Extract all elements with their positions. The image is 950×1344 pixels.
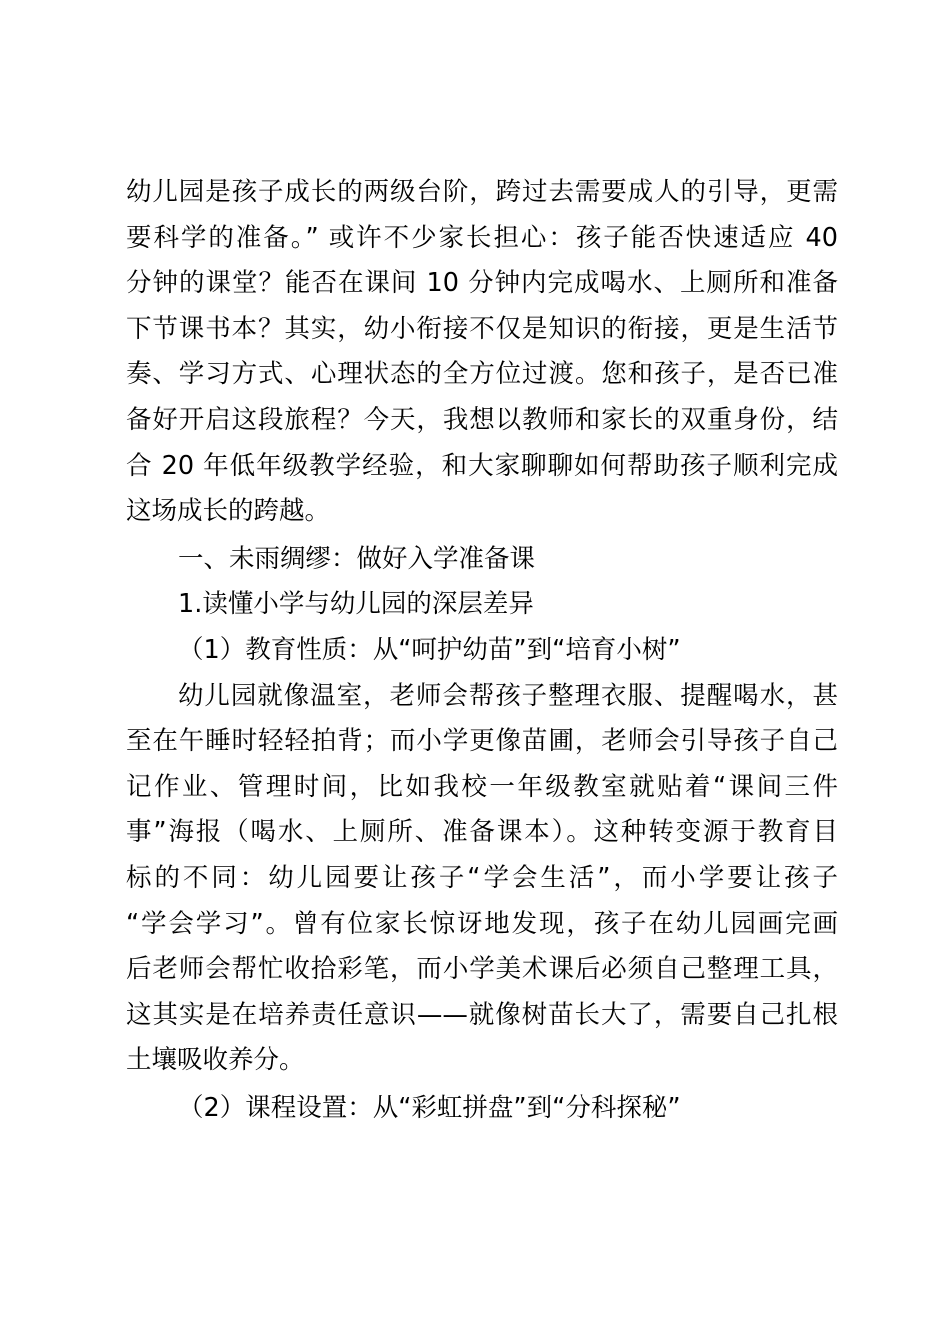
subsection-heading [126,582,838,628]
text-line: 后老师会帮忙收拾彩笔，而小学美术课后必须自己整理工具， [126,954,838,985]
document-body [126,170,838,1131]
text-line: 这其实是在培养责任意识——就像树苗长大了，需要自己扎根 [126,999,838,1030]
text-line: 奏、学习方式、心理状态的全方位过渡。您和孩子，是否已准 [126,359,838,390]
text-line: 土壤吸收养分。 [126,1045,305,1076]
text-line: 合 20 年低年级教学经验，和大家聊聊如何帮助孩子顺利完成 [126,450,838,481]
section-heading [126,537,838,583]
paragraph-intro [126,170,838,535]
heading-line: （2）课程设置：从“彩虹拼盘”到“分科探秘” [178,1092,681,1123]
heading-line: 一、未雨绸缪：做好入学准备课 [178,543,536,574]
text-line: 分钟的课堂？能否在课间 10 分钟内完成喝水、上厕所和准备 [126,268,838,299]
text-line: 下节课书本？其实，幼小衔接不仅是知识的衔接，更是生活节 [126,313,838,344]
text-line: 幼儿园就像温室，老师会帮孩子整理衣服、提醒喝水，甚 [178,680,838,711]
text-line: 至在午睡时轻轻拍背；而小学更像苗圃，老师会引导孩子自己 [126,726,838,757]
text-line: 记作业、管理时间，比如我校一年级教室就贴着“课间三件 [126,771,838,802]
point-heading-2 [126,1086,838,1132]
text-line: 事”海报（喝水、上厕所、准备课本）。这种转变源于教育目 [126,817,838,848]
heading-line: 1.读懂小学与幼儿园的深层差异 [178,589,534,620]
point-heading-1 [126,628,838,674]
text-line: 幼儿园是孩子成长的两级台阶，跨过去需要成人的引导，更需 [126,177,838,207]
text-line: 备好开启这段旅程？今天，我想以教师和家长的双重身份，结 [126,404,838,435]
text-line: “学会学习”。曾有位家长惊讶地发现，孩子在幼儿园画完画 [126,908,838,939]
text-line: 标的不同：幼儿园要让孩子“学会生活”，而小学要让孩子 [126,862,838,893]
text-line: 要科学的准备。” 或许不少家长担心：孩子能否快速适应 40 [126,222,838,253]
text-line: 这场成长的跨越。 [126,496,331,527]
heading-line: （1）教育性质：从“呵护幼苗”到“培育小树” [178,634,681,665]
paragraph-body [126,674,838,1084]
